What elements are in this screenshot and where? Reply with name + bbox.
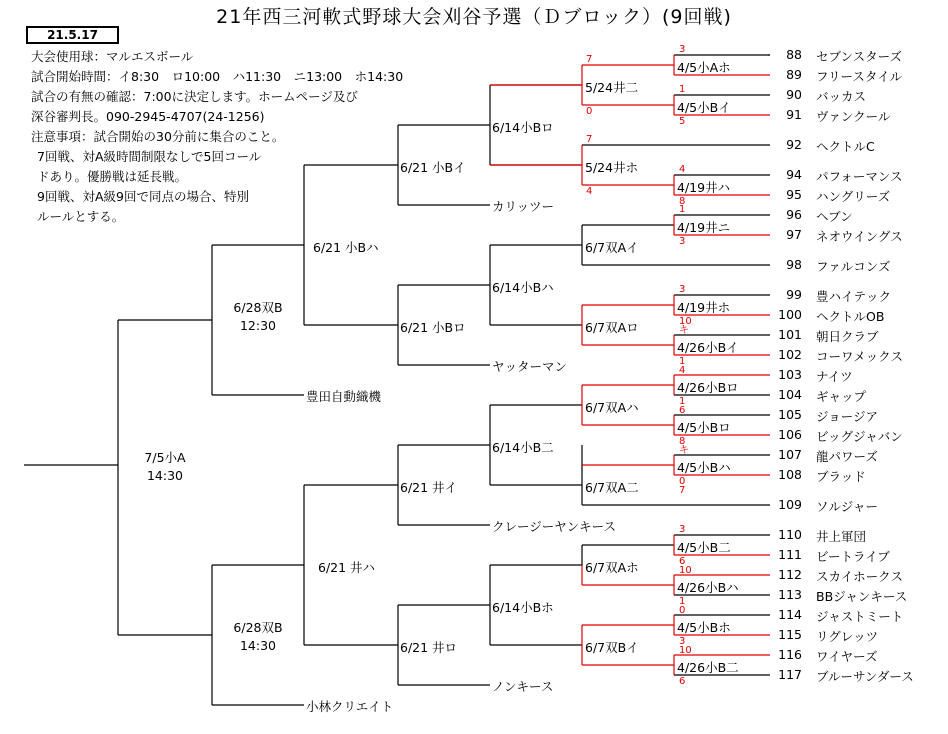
- team-name: 龍パワーズ: [816, 449, 878, 464]
- match-time: 12:30: [239, 318, 277, 333]
- team-number: 102: [778, 347, 802, 362]
- team-number: 100: [778, 307, 802, 322]
- score: キ: [679, 445, 689, 456]
- match-label: 6/21 小Bイ: [400, 160, 466, 175]
- score: 1: [679, 84, 686, 95]
- team-name: ファルコンズ: [816, 259, 891, 274]
- match-label: 4/19井ホ: [677, 300, 731, 315]
- score: 10: [679, 316, 692, 327]
- team-number: 112: [778, 567, 802, 582]
- match-label: 4/5小Bロ: [677, 420, 731, 435]
- note-line: ドあり。優勝戦は延長戦。: [37, 169, 188, 184]
- score: 0: [586, 106, 593, 117]
- team-number: 88: [786, 47, 802, 62]
- seed-team: ノンキース: [492, 679, 554, 694]
- match-label: 6/21 小Bロ: [400, 320, 466, 335]
- team-name: ジャストミート: [816, 609, 904, 624]
- match-label: 6/14小Bホ: [492, 600, 554, 615]
- match-label: 4/19井ニ: [677, 220, 731, 235]
- match-label: 6/21 井イ: [400, 480, 458, 495]
- note-line: ルールとする。: [37, 209, 125, 224]
- score: 3: [679, 524, 686, 535]
- score: 3: [679, 236, 686, 247]
- team-name: ソルジャー: [816, 499, 878, 514]
- match-label: 4/26小Bハ: [677, 580, 739, 595]
- team-name: ブルーサンダース: [816, 669, 914, 684]
- team-name: フリースタイル: [816, 69, 903, 84]
- team-number: 103: [778, 367, 802, 382]
- team-number: 109: [778, 497, 802, 512]
- score: 10: [679, 565, 692, 576]
- team-name: リグレッツ: [816, 629, 879, 644]
- score: 3: [679, 44, 686, 55]
- team-number: 111: [778, 547, 802, 562]
- score: 0: [679, 476, 686, 487]
- team-name: ブラッド: [816, 469, 866, 484]
- team-number: 91: [786, 107, 802, 122]
- team-name: 朝日クラブ: [816, 329, 879, 344]
- team-number: 90: [786, 87, 802, 102]
- match-label: 4/26小Bロ: [677, 380, 739, 395]
- match-label: 6/21 小Bハ: [313, 240, 379, 255]
- match-label: 5/24井二: [585, 80, 639, 95]
- date-box: 21.5.17: [26, 26, 119, 44]
- team-name: ヘクトルOB: [816, 309, 885, 324]
- match-label: 4/5小Bハ: [677, 460, 731, 475]
- team-name: ワイヤーズ: [816, 649, 878, 664]
- score: 8: [679, 196, 686, 207]
- match-label: 6/28双B: [233, 300, 283, 315]
- team-number: 107: [778, 447, 802, 462]
- team-name: バッカス: [816, 89, 867, 104]
- team-name: ギャップ: [816, 389, 867, 404]
- match-label: 4/5小Bホ: [677, 620, 731, 635]
- match-label: 4/19井ハ: [677, 180, 731, 195]
- note-line: 注意事項：試合開始の30分前に集合のこと。: [31, 129, 285, 144]
- note-line: 大会使用球：マルエスボール: [31, 49, 194, 64]
- seed-team: ヤッターマン: [492, 359, 568, 374]
- team-name: BBジャンキース: [816, 589, 908, 604]
- team-number: 89: [786, 67, 802, 82]
- team-number: 96: [786, 207, 802, 222]
- score: 5: [679, 116, 686, 127]
- team-number: 97: [786, 227, 802, 242]
- team-name: セブンスターズ: [816, 49, 903, 64]
- match-label: 4/26小B二: [677, 660, 739, 675]
- team-name: ナイツ: [816, 369, 853, 384]
- team-number: 99: [786, 287, 802, 302]
- team-name: スカイホークス: [816, 569, 904, 584]
- score: 6: [679, 676, 686, 687]
- match-label: 4/5小B二: [677, 540, 731, 555]
- match-label: 6/14小B二: [492, 440, 554, 455]
- team-name: ヘクトルC: [816, 139, 875, 154]
- score: 1: [679, 396, 686, 407]
- team-number: 92: [786, 137, 802, 152]
- final-label: 7/5小A: [144, 450, 186, 465]
- score: 1: [679, 356, 686, 367]
- score: 1: [679, 596, 686, 607]
- team-name: ジョージア: [816, 409, 879, 424]
- score: キ: [679, 325, 689, 336]
- seed-team: 小林クリエイト: [306, 699, 394, 714]
- team-number: 95: [786, 187, 802, 202]
- match-label: 6/7双Aロ: [585, 320, 639, 335]
- team-number: 105: [778, 407, 802, 422]
- match-label: 4/5小Aホ: [677, 60, 731, 75]
- team-name: コーワメックス: [816, 349, 904, 364]
- score: 1: [679, 204, 686, 215]
- team-name: パフォーマンス: [816, 169, 903, 184]
- score: 3: [679, 636, 686, 647]
- score: 4: [679, 365, 686, 376]
- score: 8: [679, 436, 686, 447]
- team-number: 114: [778, 607, 802, 622]
- match-label: 6/7双Aイ: [585, 240, 639, 255]
- team-name: 井上軍団: [816, 529, 867, 544]
- score: 7: [679, 485, 686, 496]
- team-name: ヘブン: [816, 209, 853, 224]
- score: 6: [679, 556, 686, 567]
- score: 6: [679, 405, 686, 416]
- match-label: 4/26小Bイ: [677, 340, 739, 355]
- match-label: 6/28双B: [233, 620, 283, 635]
- team-name: 豊ハイテック: [816, 289, 892, 304]
- match-label: 6/21 井ハ: [318, 560, 376, 575]
- match-label: 6/14小Bハ: [492, 280, 554, 295]
- team-number: 110: [778, 527, 802, 542]
- team-name: ネオウイングス: [816, 229, 903, 244]
- note-line: 9回戦、対A級9回で同点の場合、特別: [37, 189, 249, 204]
- match-label: 6/7双Aホ: [585, 560, 639, 575]
- final-time: 14:30: [146, 468, 184, 483]
- match-label: 6/7双Aハ: [585, 400, 639, 415]
- note-line: 7回戦、対A級時間制限なしで5回コール: [37, 149, 262, 164]
- team-number: 113: [778, 587, 802, 602]
- team-name: ハングリーズ: [816, 189, 891, 204]
- match-label: 6/7双A二: [585, 480, 639, 495]
- seed-team: カリッツー: [492, 199, 555, 214]
- team-number: 101: [778, 327, 802, 342]
- score: 4: [679, 164, 686, 175]
- score: 7: [586, 54, 593, 65]
- score: 4: [586, 186, 593, 197]
- match-label: 6/21 井ロ: [400, 640, 458, 655]
- note-line: 試合の有無の確認：7:00に決定します。ホームページ及び: [31, 89, 358, 104]
- team-name: ヴァンクール: [816, 109, 891, 124]
- match-label: 6/7双Bイ: [585, 640, 639, 655]
- note-line: 試合開始時間：イ8:30 ロ10:00 ハ11:30 ニ13:00 ホ14:30: [31, 69, 404, 84]
- match-label: 5/24井ホ: [585, 160, 639, 175]
- team-number: 116: [778, 647, 802, 662]
- team-number: 94: [786, 167, 802, 182]
- team-number: 106: [778, 427, 802, 442]
- team-name: ビートライブ: [816, 549, 890, 564]
- team-name: ビッグジャバン: [816, 429, 903, 444]
- score: 0: [679, 605, 686, 616]
- match-label: 6/14小Bロ: [492, 120, 554, 135]
- score: 7: [586, 134, 593, 145]
- score: 3: [679, 284, 686, 295]
- seed-team: クレージーヤンキース: [492, 519, 617, 534]
- team-number: 115: [778, 627, 802, 642]
- page-title: 21年西三河軟式野球大会刈谷予選（Ｄブロック）(9回戦): [216, 6, 732, 28]
- team-number: 98: [786, 257, 802, 272]
- team-number: 108: [778, 467, 802, 482]
- team-number: 117: [778, 667, 802, 682]
- team-number: 104: [778, 387, 802, 402]
- match-label: 4/5小Bイ: [677, 100, 731, 115]
- note-line: 深谷審判長。090-2945-4707(24-1256): [31, 109, 265, 124]
- score: 10: [679, 645, 692, 656]
- match-time: 14:30: [239, 638, 277, 653]
- seed-team: 豊田自動織機: [306, 389, 382, 404]
